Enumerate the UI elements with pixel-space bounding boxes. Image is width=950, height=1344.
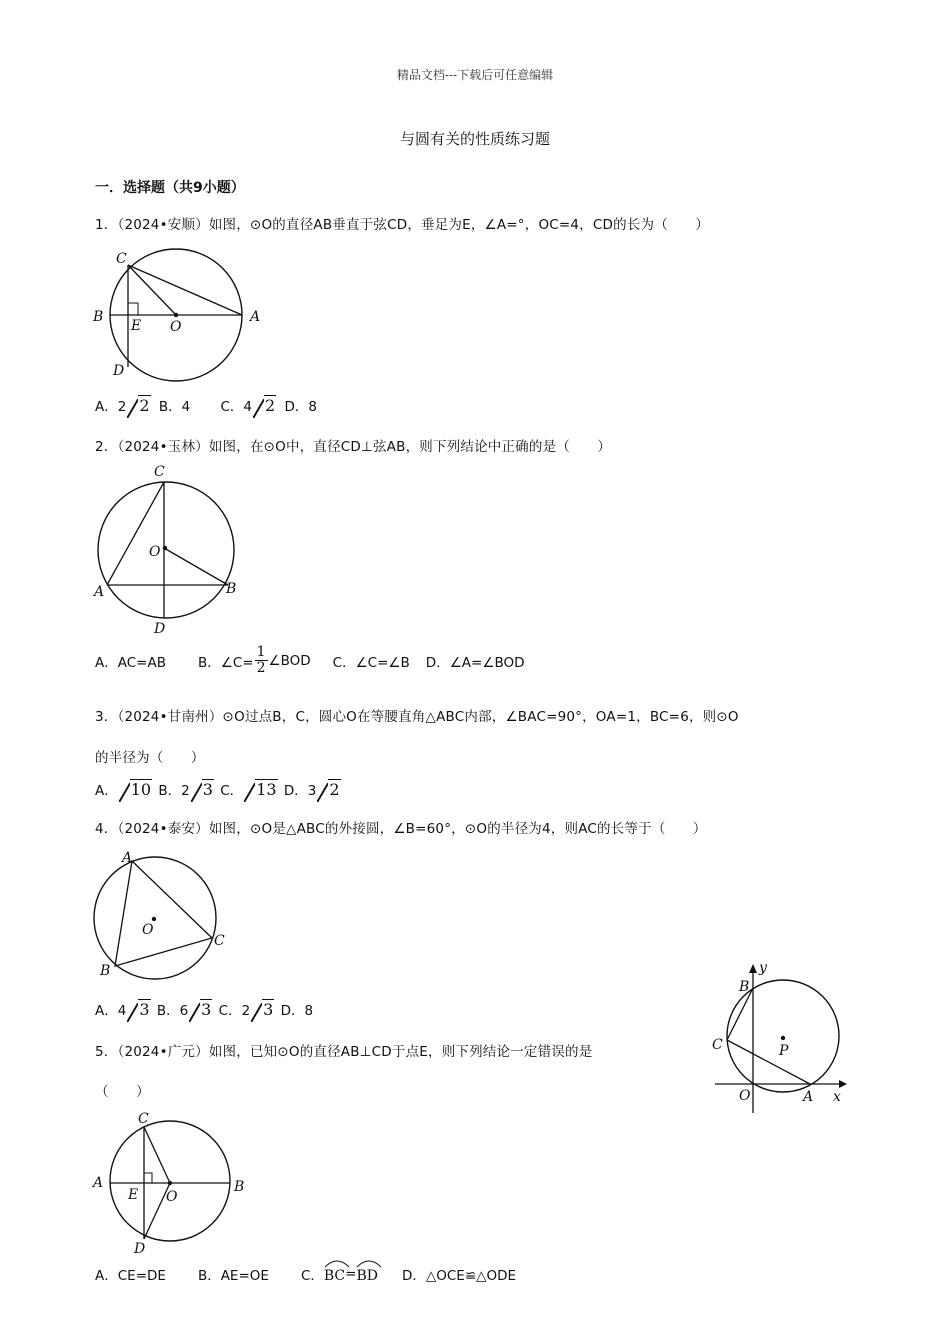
option-d-text: D．3 — [283, 783, 317, 799]
center-dot — [163, 546, 167, 550]
question-3-text-line1: 3．（2024•甘南州）⊙O过点B，C，圆心O在等腰直角△ABC内部，∠BAC=90°，OA=1，BC=6，则⊙O — [95, 709, 739, 725]
right-angle-mark — [144, 1173, 152, 1183]
radicand: 10 — [130, 780, 152, 799]
sqrt-symbol — [253, 396, 276, 415]
question-4-text: 4．（2024•泰安）如图，⊙O是△ABC的外接圆，∠B=60°，⊙O的半径为4，则AC的长等于（ ） — [95, 821, 707, 837]
question-1-options — [95, 395, 317, 415]
label-b: B — [234, 1179, 245, 1195]
arc-bd — [356, 1264, 378, 1284]
option-c[interactable] — [220, 780, 277, 799]
arc-bc — [324, 1264, 345, 1284]
label-c: C — [154, 464, 165, 480]
x-axis-arrow — [839, 1080, 847, 1088]
circle — [98, 482, 237, 618]
sqrt-symbol — [189, 1000, 212, 1019]
arc-bc-label: BC — [323, 1268, 346, 1284]
label-e: E — [131, 318, 142, 334]
label-b: B — [739, 979, 750, 995]
label-x: x — [833, 1089, 841, 1105]
label-a: A — [250, 309, 261, 325]
option-a[interactable] — [95, 780, 152, 799]
segment-ca — [727, 1040, 810, 1084]
label-c: C — [712, 1037, 723, 1053]
sqrt-symbol — [191, 780, 214, 799]
option-d[interactable] — [283, 780, 341, 799]
option-c[interactable]: C．∠C=∠B — [332, 654, 410, 671]
option-d[interactable]: D．△OCE≌△ODE — [401, 1268, 517, 1284]
question-5-text-line1: 5．（2024•广元）如图，已知⊙O的直径AB⊥CD于点E，则下列结论一定错误的是 — [95, 1044, 593, 1060]
equals-sign: = — [345, 1266, 357, 1282]
label-d: D — [154, 621, 166, 637]
option-d[interactable]: D．8 — [284, 399, 317, 415]
question-4-figure — [88, 846, 238, 981]
option-b-text: B．2 — [158, 783, 190, 799]
option-c-text: C．4 — [220, 399, 252, 415]
option-a-text: A．4 — [95, 1003, 127, 1019]
center-dot — [781, 1036, 785, 1040]
option-d[interactable]: D．∠A=∠BOD — [425, 654, 525, 671]
center-dot — [174, 313, 178, 317]
question-1-figure — [88, 245, 268, 385]
radicand: 3 — [201, 1000, 212, 1019]
segment-ca — [107, 482, 164, 585]
segment-ob — [164, 548, 228, 585]
label-p: P — [779, 1043, 789, 1059]
question-1-text: 1．（2024•安顺）如图，⊙O的直径AB垂直于弦CD，垂足为E，∠A=°，OC=4，CD的长为（ ） — [95, 217, 710, 233]
option-c[interactable] — [220, 396, 276, 415]
option-c-text: C．2 — [218, 1003, 251, 1019]
arc-icon — [324, 1258, 350, 1268]
segment-ca — [128, 265, 242, 315]
option-a-text: A． — [95, 783, 118, 799]
denominator: 2 — [256, 660, 266, 676]
coordinate-circle-figure — [705, 958, 855, 1123]
center-dot — [152, 917, 156, 921]
label-o: O — [170, 319, 182, 335]
radicand: 13 — [256, 780, 277, 799]
option-a[interactable]: A．AC=AB — [95, 654, 166, 671]
center-dot — [168, 1181, 172, 1185]
sqrt-symbol — [119, 780, 152, 799]
triangle-abc — [115, 861, 212, 966]
label-a: A — [94, 584, 105, 600]
option-b-text: B．6 — [156, 1003, 189, 1019]
option-b-prefix: B．∠C= — [197, 654, 254, 671]
label-y: y — [759, 960, 767, 976]
question-3-text-line2: 的半径为（ ） — [95, 750, 205, 766]
option-a[interactable] — [95, 1000, 151, 1019]
label-a: A — [122, 850, 133, 866]
arc-bd-label: BD — [356, 1268, 378, 1284]
label-c: C — [138, 1111, 149, 1127]
radicand: 3 — [263, 1000, 274, 1019]
arc-icon — [356, 1258, 382, 1268]
sqrt-symbol — [251, 1000, 274, 1019]
option-c-text: C． — [300, 1268, 324, 1284]
sqrt-symbol — [244, 780, 277, 799]
label-o: O — [149, 544, 161, 560]
question-3-options — [95, 779, 341, 799]
option-a-text: A．2 — [95, 399, 127, 415]
option-b[interactable]: B．4 — [158, 399, 191, 415]
label-b: B — [226, 581, 237, 597]
sqrt-symbol — [317, 780, 340, 799]
question-5-options — [95, 1264, 516, 1284]
option-b-suffix: ∠BOD — [268, 652, 311, 669]
label-d: D — [134, 1241, 146, 1255]
y-axis-arrow — [749, 964, 757, 973]
label-o: O — [166, 1189, 178, 1205]
option-a[interactable]: A．CE=DE — [95, 1268, 166, 1284]
label-c: C — [214, 933, 225, 949]
radicand: 3 — [202, 780, 213, 799]
label-c: C — [116, 251, 127, 267]
label-a: A — [803, 1089, 814, 1105]
sqrt-symbol — [127, 1000, 150, 1019]
section-heading: 一．选择题（共9小题） — [95, 180, 245, 196]
question-5-text-line2: （ ） — [95, 1084, 150, 1100]
label-o: O — [142, 922, 154, 938]
question-4-options — [95, 999, 313, 1019]
option-b[interactable] — [198, 645, 311, 676]
right-angle-mark — [128, 303, 138, 315]
option-a[interactable] — [95, 396, 151, 415]
label-d: D — [113, 363, 125, 379]
option-c-text: C． — [220, 783, 244, 799]
option-b[interactable] — [158, 780, 214, 799]
fraction — [255, 645, 268, 676]
question-5-figure — [88, 1105, 253, 1255]
option-b[interactable] — [156, 1000, 213, 1019]
question-2-text: 2．（2024•玉林）如图，在⊙O中，直径CD⊥弦AB，则下列结论中正确的是（ ） — [95, 439, 612, 455]
segment-co — [128, 265, 176, 315]
page-title: 与圆有关的性质练习题 — [399, 130, 550, 148]
question-2-options — [95, 645, 525, 676]
radicand: 3 — [139, 1000, 150, 1019]
sqrt-symbol — [127, 396, 150, 415]
option-b[interactable]: B．AE=OE — [197, 1268, 269, 1284]
numerator: 1 — [256, 644, 266, 660]
radicand: 2 — [329, 780, 340, 799]
segment-co — [144, 1127, 170, 1183]
label-e: E — [128, 1187, 139, 1203]
label-o: O — [739, 1088, 751, 1104]
option-c[interactable] — [301, 1264, 378, 1284]
page-header: 精品文档---下载后可任意编辑 — [396, 68, 554, 82]
radicand: 2 — [264, 396, 276, 415]
label-b: B — [93, 309, 104, 325]
label-b: B — [100, 963, 111, 979]
question-2-figure — [88, 460, 248, 640]
label-a: A — [93, 1175, 104, 1191]
option-c[interactable] — [218, 1000, 275, 1019]
option-d[interactable]: D．8 — [280, 1003, 314, 1019]
radicand: 2 — [139, 396, 150, 415]
